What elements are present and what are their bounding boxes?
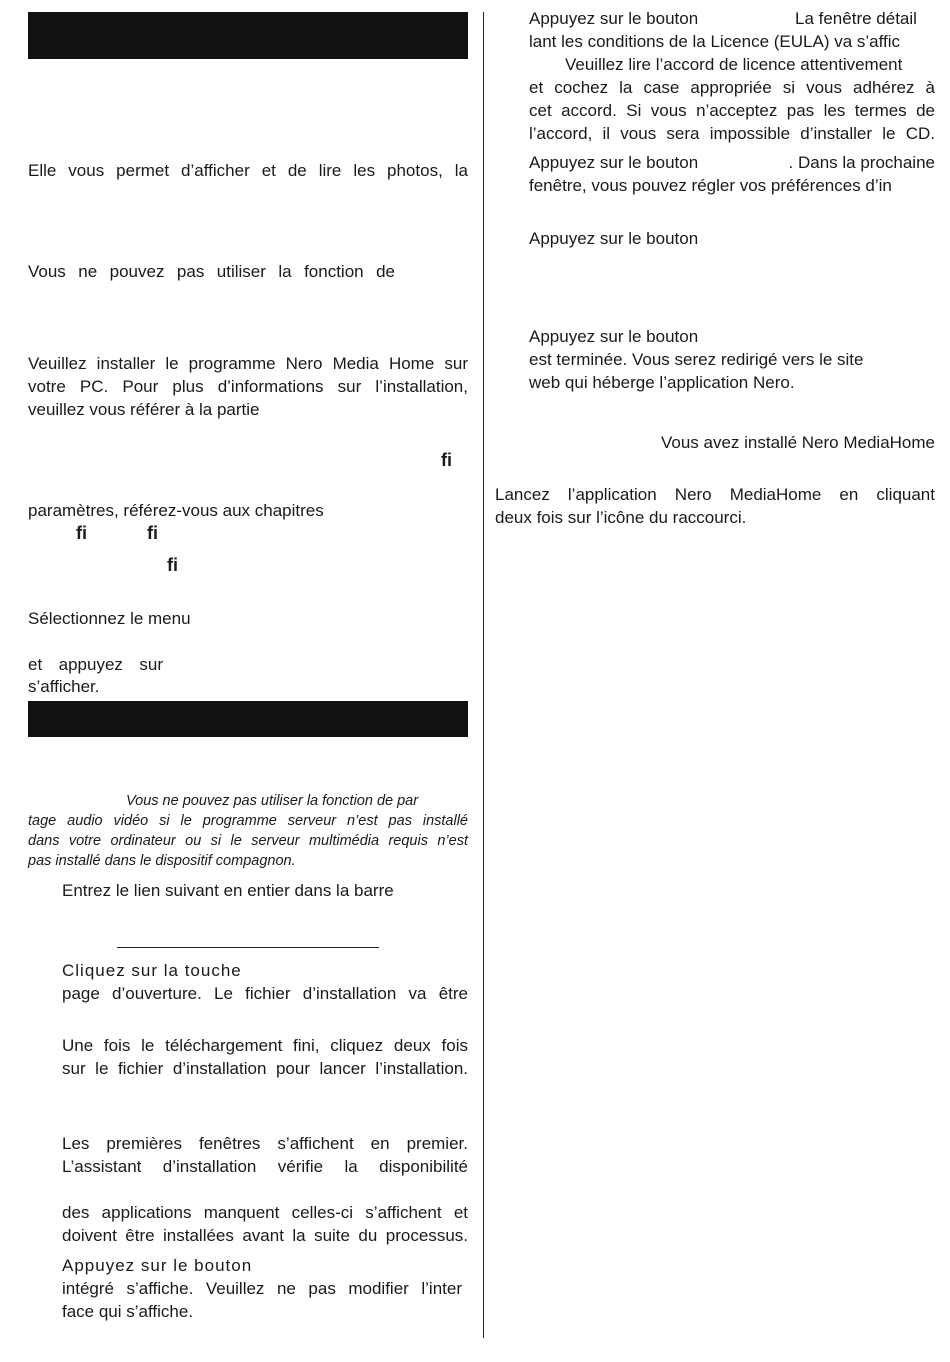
right-line-6: l’accord, il vous sera impossible d’installer le CD. bbox=[529, 124, 935, 143]
right-line-1b: La fenêtre détail bbox=[795, 9, 917, 28]
right-line-15: deux fois sur l’icône du raccourci. bbox=[495, 508, 747, 527]
right-line-10: Appuyez sur le bouton bbox=[529, 327, 699, 346]
right-line-12: web qui héberge l’application Nero. bbox=[529, 373, 795, 392]
paragraph-menu: Sélectionnez le menu bbox=[28, 609, 191, 628]
fi-glyph-2: fi bbox=[76, 523, 87, 543]
paragraph-install-line-3: veuillez vous référer à la partie bbox=[28, 400, 260, 419]
note-line-1: Vous ne pouvez pas utiliser la fonction de par bbox=[126, 793, 419, 809]
note-line-3: dans votre ordinateur ou si le serveur multimédia requis n’est bbox=[28, 833, 468, 849]
paragraph-afficher: s’afficher. bbox=[28, 677, 100, 696]
right-line-14: Lancez l’application Nero MediaHome en cliquant bbox=[495, 485, 935, 504]
fi-glyph-4: fi bbox=[167, 555, 178, 575]
section-header-bar-top bbox=[28, 12, 468, 59]
step-line-1: Entrez le lien suivant en entier dans la barre bbox=[62, 881, 394, 900]
step-line-11: intégré s’affiche. Veuillez ne pas modifier l’inter bbox=[62, 1279, 462, 1298]
paragraph-parametres: paramètres, référez-vous aux chapitres bbox=[28, 501, 324, 520]
note-line-2: tage audio vidéo si le programme serveur n’est pas installé bbox=[28, 813, 468, 829]
right-line-3: Veuillez lire l’accord de licence attentivement bbox=[565, 55, 903, 74]
step-line-10: Appuyez sur le bouton bbox=[62, 1256, 253, 1275]
step-line-6: Les premières fenêtres s’affichent en premier. bbox=[62, 1134, 468, 1153]
step-line-2: Cliquez sur la touche bbox=[62, 961, 242, 980]
right-line-2: lant les conditions de la Licence (EULA) va s’affic bbox=[529, 32, 901, 51]
paragraph-vous-ne-pouvez: Vous ne pouvez pas utiliser la fonction de bbox=[28, 262, 395, 281]
step-line-4: Une fois le téléchargement fini, cliquez deux fois bbox=[62, 1036, 468, 1055]
step-line-5: sur le fichier d’installation pour lancer l’installation. bbox=[62, 1059, 468, 1078]
right-line-11: est terminée. Vous serez redirigé vers le site bbox=[529, 350, 864, 369]
note-line-4: pas installé dans le dispositif compagnon. bbox=[28, 853, 296, 869]
step-line-7: L’assistant d’installation vérifie la disponibilité bbox=[62, 1157, 468, 1176]
right-line-1a: Appuyez sur le bouton bbox=[529, 9, 699, 28]
right-line-4: et cochez la case appropriée si vous adhérez à bbox=[529, 78, 935, 97]
fi-glyph-1: fi bbox=[441, 450, 452, 470]
section-header-bar-middle bbox=[28, 701, 468, 737]
paragraph-install-line-2: votre PC. Pour plus d’informations sur l’installation, bbox=[28, 377, 468, 396]
fi-glyph-3: fi bbox=[147, 523, 158, 543]
right-line-13: Vous avez installé Nero MediaHome bbox=[660, 433, 935, 452]
right-line-7b: . Dans la prochaine bbox=[788, 153, 935, 172]
right-line-8: fenêtre, vous pouvez régler vos préférences d’in bbox=[529, 176, 892, 195]
column-divider bbox=[483, 12, 484, 1338]
paragraph-photos: Elle vous permet d’afficher et de lire les photos, la bbox=[28, 161, 468, 180]
step-line-9: doivent être installées avant la suite du processus. bbox=[62, 1226, 468, 1245]
step-line-3: page d’ouverture. Le fichier d’installation va être bbox=[62, 984, 468, 1003]
right-line-9: Appuyez sur le bouton bbox=[529, 229, 699, 248]
paragraph-install-line-1: Veuillez installer le programme Nero Media Home sur bbox=[28, 354, 468, 373]
step-line-8: des applications manquent celles-ci s’affichent et bbox=[62, 1203, 468, 1222]
right-line-7a: Appuyez sur le bouton bbox=[529, 153, 699, 172]
step-line-12: face qui s’affiche. bbox=[62, 1302, 194, 1321]
link-underline bbox=[117, 947, 379, 948]
paragraph-appuyez: et appuyez sur bbox=[28, 655, 163, 674]
right-line-5: cet accord. Si vous n’acceptez pas les termes de bbox=[529, 101, 935, 120]
